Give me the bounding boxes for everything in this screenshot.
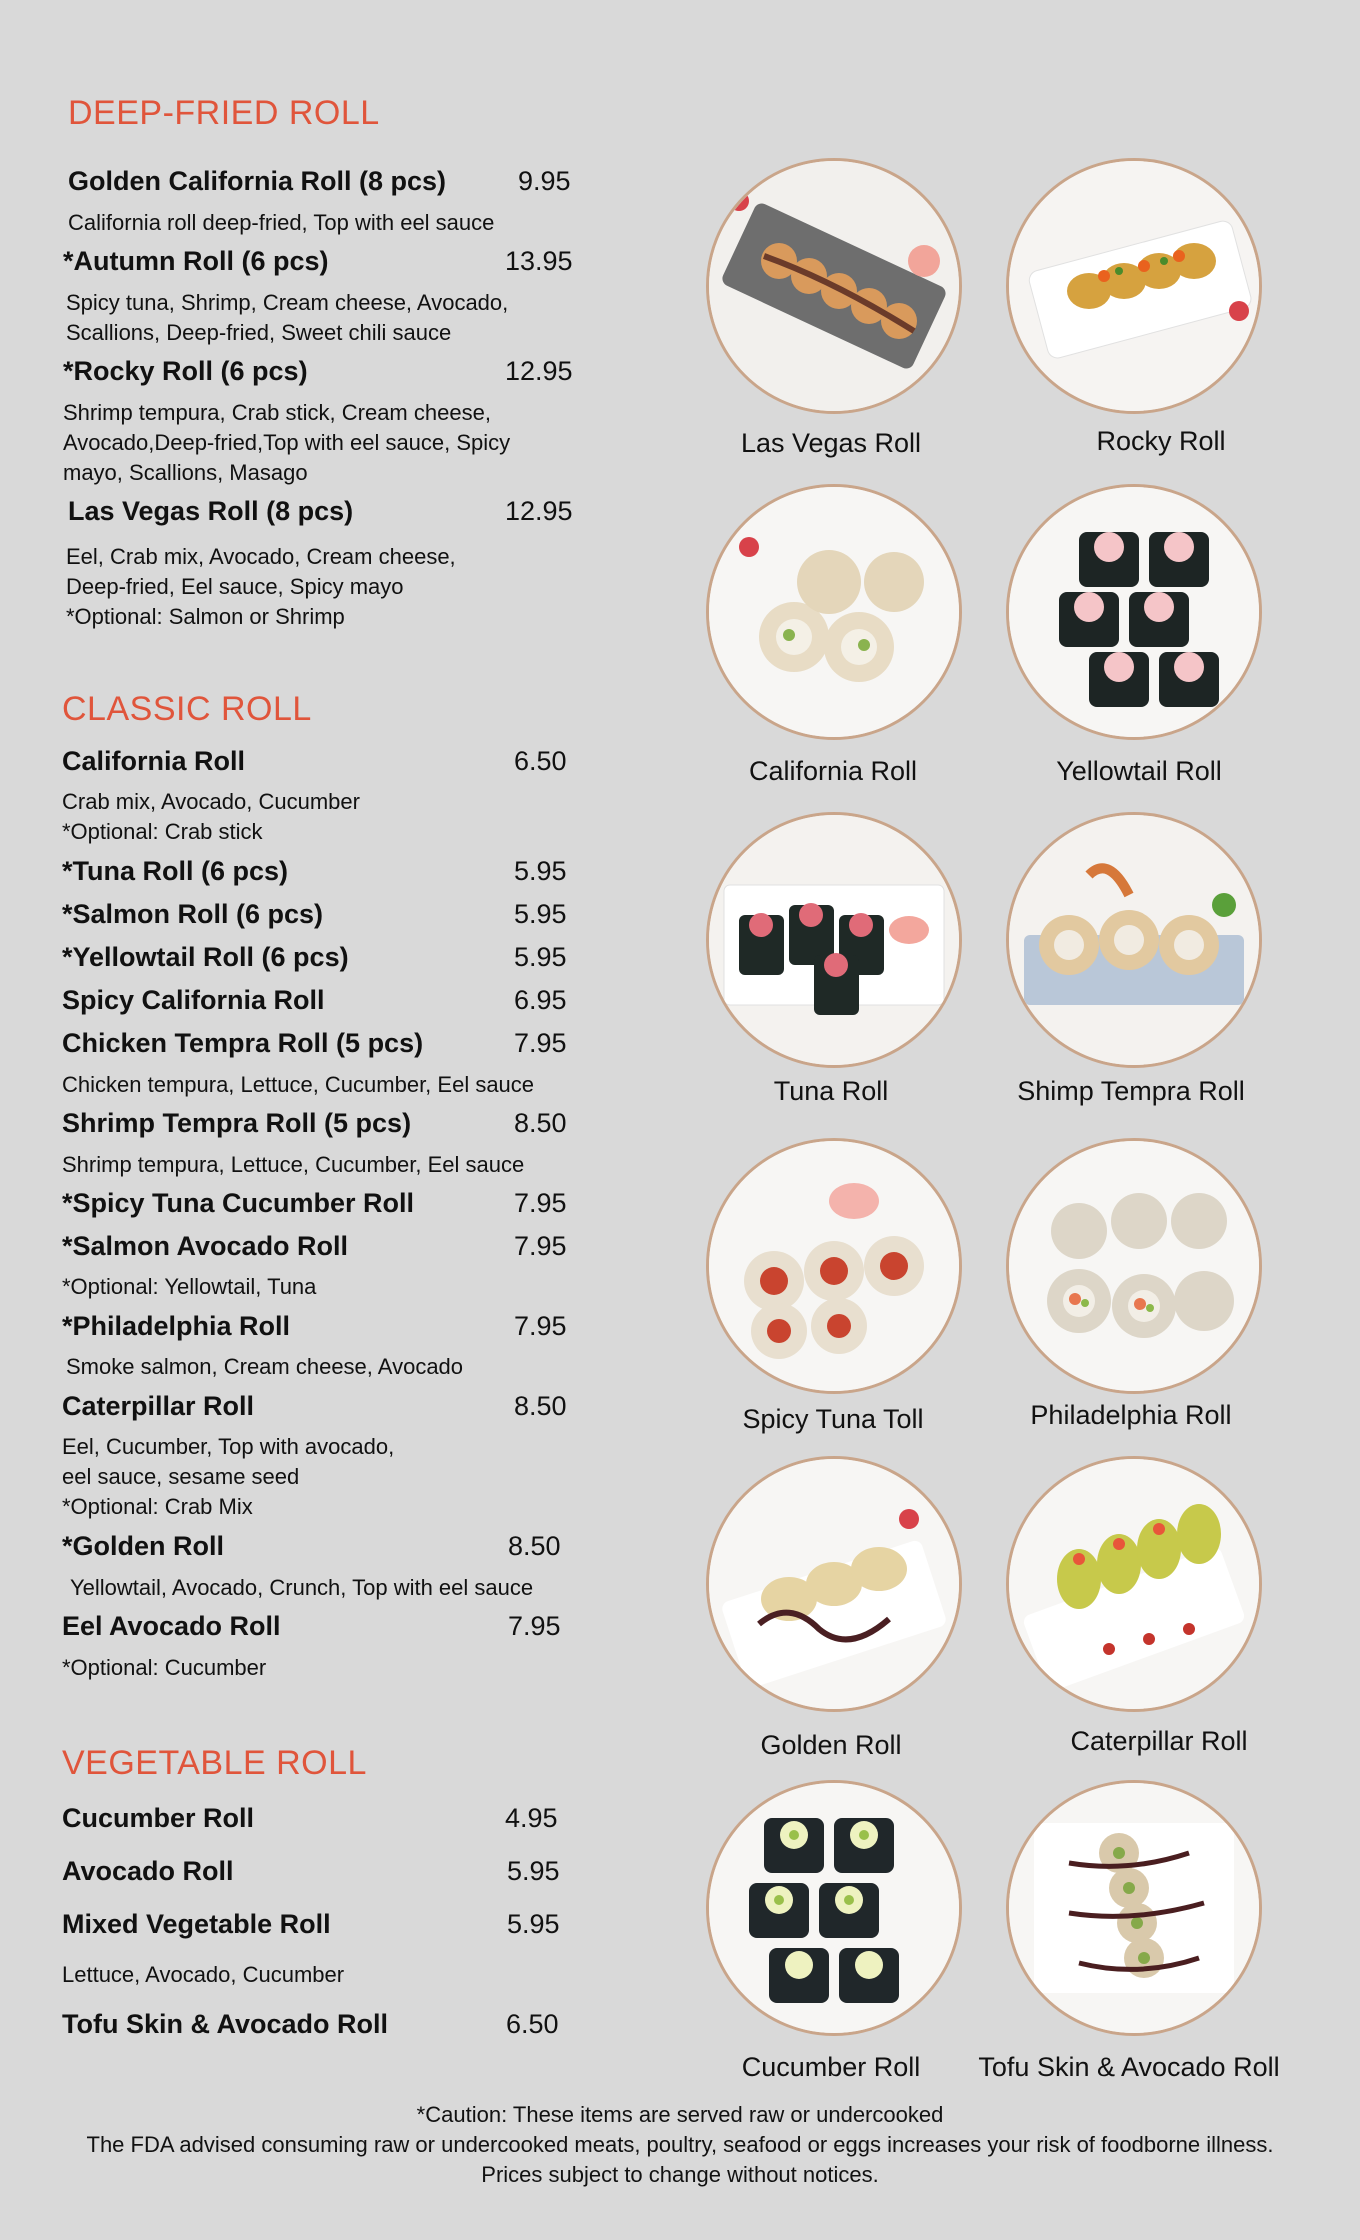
section-title-classic: CLASSIC ROLL — [62, 690, 312, 728]
item-price: 7.95 — [514, 1231, 567, 1261]
photo-caption: Caterpillar Roll — [1070, 1726, 1248, 1756]
item-price: 7.95 — [514, 1028, 567, 1058]
photo-caption: Rocky Roll — [1096, 426, 1226, 456]
item-price: 13.95 — [505, 246, 573, 276]
item-price: 8.50 — [508, 1531, 561, 1561]
item-name: *Philadelphia Roll — [62, 1311, 291, 1341]
item-name: California Roll — [62, 746, 246, 776]
item-desc: Lettuce, Avocado, Cucumber — [62, 1962, 345, 1987]
item-name: *Autumn Roll (6 pcs) — [63, 246, 329, 276]
item-desc: Crab mix, Avocado, Cucumber *Optional: Crab stick — [62, 789, 360, 844]
item-name: Eel Avocado Roll — [62, 1611, 281, 1641]
item-name: Golden California Roll (8 pcs) — [68, 166, 447, 196]
footer-fda-warning: The FDA advised consuming raw or undercooked meats, poultry, seafood or eggs increases your risk of foodborne illness. — [86, 2132, 1274, 2157]
california-roll-image — [706, 484, 962, 740]
item-price: 5.95 — [514, 899, 567, 929]
item-desc: Shrimp tempura, Crab stick, Cream cheese, Avocado,Deep-fried,Top with eel sauce, Spicy mayo, Scallions, Masago — [63, 400, 511, 485]
photo-caption: Tofu Skin & Avocado Roll — [978, 2052, 1280, 2082]
item-desc: Eel, Crab mix, Avocado, Cream cheese, Deep-fried, Eel sauce, Spicy mayo *Optional: Salmon or Shrimp — [66, 544, 456, 629]
yellowtail-roll-image — [1006, 484, 1262, 740]
item-name: *Spicy Tuna Cucumber Roll — [62, 1188, 415, 1218]
item-price: 6.50 — [506, 2009, 559, 2039]
tuna-roll-image — [706, 812, 962, 1068]
photo-caption: Cucumber Roll — [741, 2052, 921, 2082]
item-name: *Yellowtail Roll (6 pcs) — [62, 942, 349, 972]
item-price: 7.95 — [514, 1188, 567, 1218]
footer-disclaimer — [0, 2100, 1360, 2190]
item-desc: Eel, Cucumber, Top with avocado, eel sauce, sesame seed *Optional: Crab Mix — [62, 1434, 395, 1519]
item-name: *Salmon Roll (6 pcs) — [62, 899, 324, 929]
las-vegas-roll-image — [706, 158, 962, 414]
footer-price-note: Prices subject to change without notices. — [481, 2162, 879, 2187]
item-name: Caterpillar Roll — [62, 1391, 255, 1421]
spicy-tuna-roll-image — [706, 1138, 962, 1394]
item-desc: *Optional: Yellowtail, Tuna — [62, 1274, 317, 1299]
caterpillar-roll-image — [1006, 1456, 1262, 1712]
philadelphia-roll-image — [1006, 1138, 1262, 1394]
item-name: Mixed Vegetable Roll — [62, 1909, 331, 1939]
photo-caption: Golden Roll — [760, 1730, 902, 1760]
photo-caption: Shimp Tempra Roll — [1017, 1076, 1245, 1106]
item-name: Tofu Skin & Avocado Roll — [62, 2009, 389, 2039]
item-name: Cucumber Roll — [62, 1803, 255, 1833]
item-name: Shrimp Tempra Roll (5 pcs) — [62, 1108, 412, 1138]
item-price: 8.50 — [514, 1391, 567, 1421]
item-price: 9.95 — [518, 166, 571, 196]
item-price: 6.95 — [514, 985, 567, 1015]
photo-caption: Yellowtail Roll — [1056, 756, 1222, 786]
item-price: 8.50 — [514, 1108, 567, 1138]
item-price: 5.95 — [507, 1856, 560, 1886]
item-desc: California roll deep-fried, Top with eel sauce — [68, 210, 495, 235]
golden-roll-image — [706, 1456, 962, 1712]
section-title-vegetable: VEGETABLE ROLL — [62, 1744, 367, 1782]
item-desc: *Optional: Cucumber — [62, 1655, 267, 1680]
item-desc: Yellowtail, Avocado, Crunch, Top with eel sauce — [70, 1575, 534, 1600]
item-price: 5.95 — [514, 856, 567, 886]
item-desc: Smoke salmon, Cream cheese, Avocado — [66, 1354, 464, 1379]
item-price: 7.95 — [508, 1611, 561, 1641]
photo-caption: Las Vegas Roll — [740, 428, 922, 458]
menu-list — [0, 0, 640, 2100]
photo-caption: Philadelphia Roll — [1030, 1400, 1232, 1430]
item-price: 5.95 — [514, 942, 567, 972]
item-price: 12.95 — [505, 496, 573, 526]
item-desc: Spicy tuna, Shrimp, Cream cheese, Avocado, Scallions, Deep-fried, Sweet chili sauce — [66, 290, 509, 345]
item-price: 6.50 — [514, 746, 567, 776]
item-name: Avocado Roll — [62, 1856, 234, 1886]
item-price: 5.95 — [507, 1909, 560, 1939]
footer-caution: *Caution: These items are served raw or undercooked — [416, 2102, 944, 2127]
item-desc: Chicken tempura, Lettuce, Cucumber, Eel sauce — [62, 1072, 535, 1097]
item-price: 12.95 — [505, 356, 573, 386]
photo-caption: California Roll — [748, 756, 918, 786]
item-name: *Rocky Roll (6 pcs) — [63, 356, 308, 386]
item-desc: Shrimp tempura, Lettuce, Cucumber, Eel sauce — [62, 1152, 525, 1177]
item-name: Las Vegas Roll (8 pcs) — [68, 496, 354, 526]
item-name: *Salmon Avocado Roll — [62, 1231, 349, 1261]
item-name: Spicy California Roll — [62, 985, 325, 1015]
rocky-roll-image — [1006, 158, 1262, 414]
item-price: 7.95 — [514, 1311, 567, 1341]
photo-caption: Tuna Roll — [773, 1076, 889, 1106]
tofu-skin-avocado-roll-image — [1006, 1780, 1262, 2036]
photo-caption: Spicy Tuna Toll — [742, 1404, 924, 1434]
section-title-deep-fried: DEEP-FRIED ROLL — [68, 94, 380, 132]
item-price: 4.95 — [505, 1803, 558, 1833]
item-name: *Golden Roll — [62, 1531, 224, 1561]
shrimp-tempra-roll-image — [1006, 812, 1262, 1068]
item-name: Chicken Tempra Roll (5 pcs) — [62, 1028, 424, 1058]
cucumber-roll-image — [706, 1780, 962, 2036]
item-name: *Tuna Roll (6 pcs) — [62, 856, 289, 886]
